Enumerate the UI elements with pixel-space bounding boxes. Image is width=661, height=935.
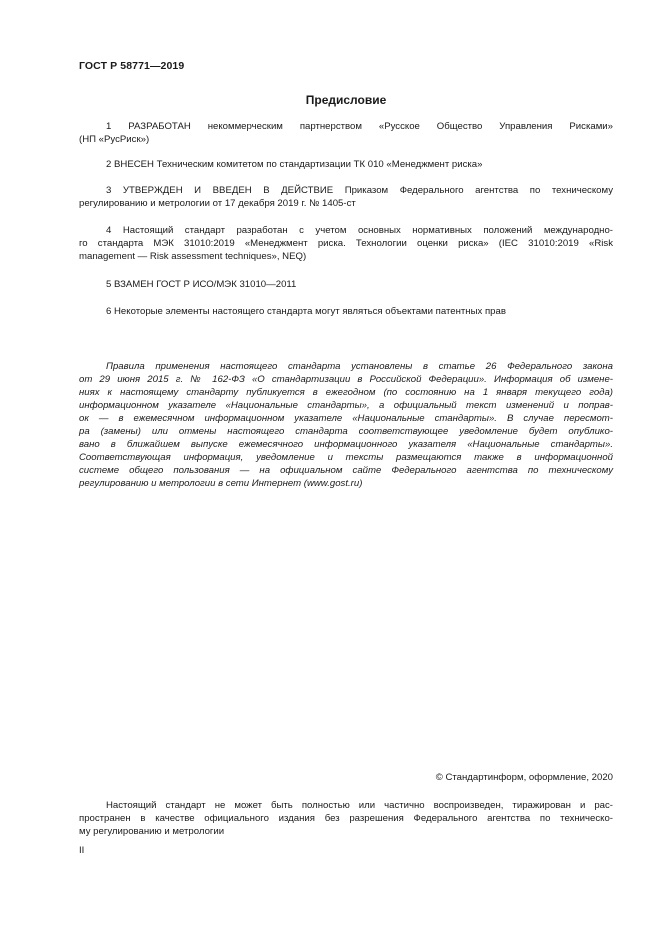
foreword-item-2 bbox=[79, 158, 613, 171]
notice-line: от 29 июня 2015 г. № 162-ФЗ «О стандартизации в Российской Федерации». Информация об измене- bbox=[79, 374, 613, 385]
item-line: го стандарта МЭК 31010:2019 «Менеджмент риска. Технологии оценки риска» (IEC 31010:2019 «Risk bbox=[79, 238, 613, 249]
foreword-item-4 bbox=[79, 224, 613, 263]
foreword-item-3 bbox=[79, 184, 613, 210]
item-line: 6 Некоторые элементы настоящего стандарта могут являться объектами патентных прав bbox=[106, 306, 506, 317]
reproduction-line: пространен в качестве официального издания без разрешения Федерального агентства по техническо- bbox=[79, 813, 613, 824]
item-line: регулированию и метрологии от 17 декабря 2019 г. № 1405-ст bbox=[79, 198, 356, 209]
foreword-item-5 bbox=[79, 278, 613, 291]
legal-notice bbox=[79, 360, 613, 490]
reproduction-notice bbox=[79, 799, 613, 838]
item-line: 2 ВНЕСЕН Техническим комитетом по стандартизации ТК 010 «Менеджмент риска» bbox=[106, 159, 483, 170]
notice-line: регулированию и метрологии в сети Интернет (www.gost.ru) bbox=[79, 478, 363, 489]
notice-line: информационном указателе «Национальные стандарты», а официальный текст изменений и поправ- bbox=[79, 400, 613, 411]
item-line: 5 ВЗАМЕН ГОСТ Р ИСО/МЭК 31010—2011 bbox=[106, 279, 297, 290]
copyright-line: © Стандартинформ, оформление, 2020 bbox=[435, 772, 613, 783]
foreword-item-6 bbox=[79, 305, 613, 318]
item-line: (НП «РусРиск») bbox=[79, 134, 150, 145]
reproduction-line: Настоящий стандарт не может быть полностью или частично воспроизведен, тиражирован и рас- bbox=[106, 800, 613, 811]
notice-line: ок — в ежемесячном информационном указателе «Национальные стандарты». В случае пересмот- bbox=[79, 413, 613, 424]
standard-code: ГОСТ Р 58771—2019 bbox=[79, 60, 185, 72]
notice-line: ниях к настоящему стандарту публикуется в ежегодном (по состоянию на 1 января текущего года) bbox=[79, 387, 613, 398]
foreword-item-1 bbox=[79, 120, 613, 146]
notice-line: Соответствующая информация, уведомление и тексты размещаются также в информационной bbox=[79, 452, 613, 463]
page-number: II bbox=[79, 845, 85, 856]
item-line: management — Risk assessment techniques», NEQ) bbox=[79, 251, 307, 262]
notice-line: Правила применения настоящего стандарта установлены в статье 26 Федерального закона bbox=[106, 361, 613, 372]
notice-line: ра (замены) или отмены настоящего стандарта соответствующее уведомление будет опублико- bbox=[79, 426, 613, 437]
item-line: 4 Настоящий стандарт разработан с учетом основных нормативных положений международно- bbox=[106, 225, 613, 236]
notice-line: системе общего пользования — на официальном сайте Федерального агентства по техническому bbox=[79, 465, 613, 476]
item-line: 3 УТВЕРЖДЕН И ВВЕДЕН В ДЕЙСТВИЕ Приказом Федерального агентства по техническому bbox=[106, 185, 613, 196]
page-title: Предисловие bbox=[305, 93, 387, 107]
item-line: 1 РАЗРАБОТАН некоммерческим партнерством «Русское Общество Управления Рисками» bbox=[106, 121, 613, 132]
notice-line: вано в ближайшем выпуске ежемесячного информационного указателя «Национальные стандарты». bbox=[79, 439, 613, 450]
reproduction-line: му регулированию и метрологии bbox=[79, 826, 225, 837]
